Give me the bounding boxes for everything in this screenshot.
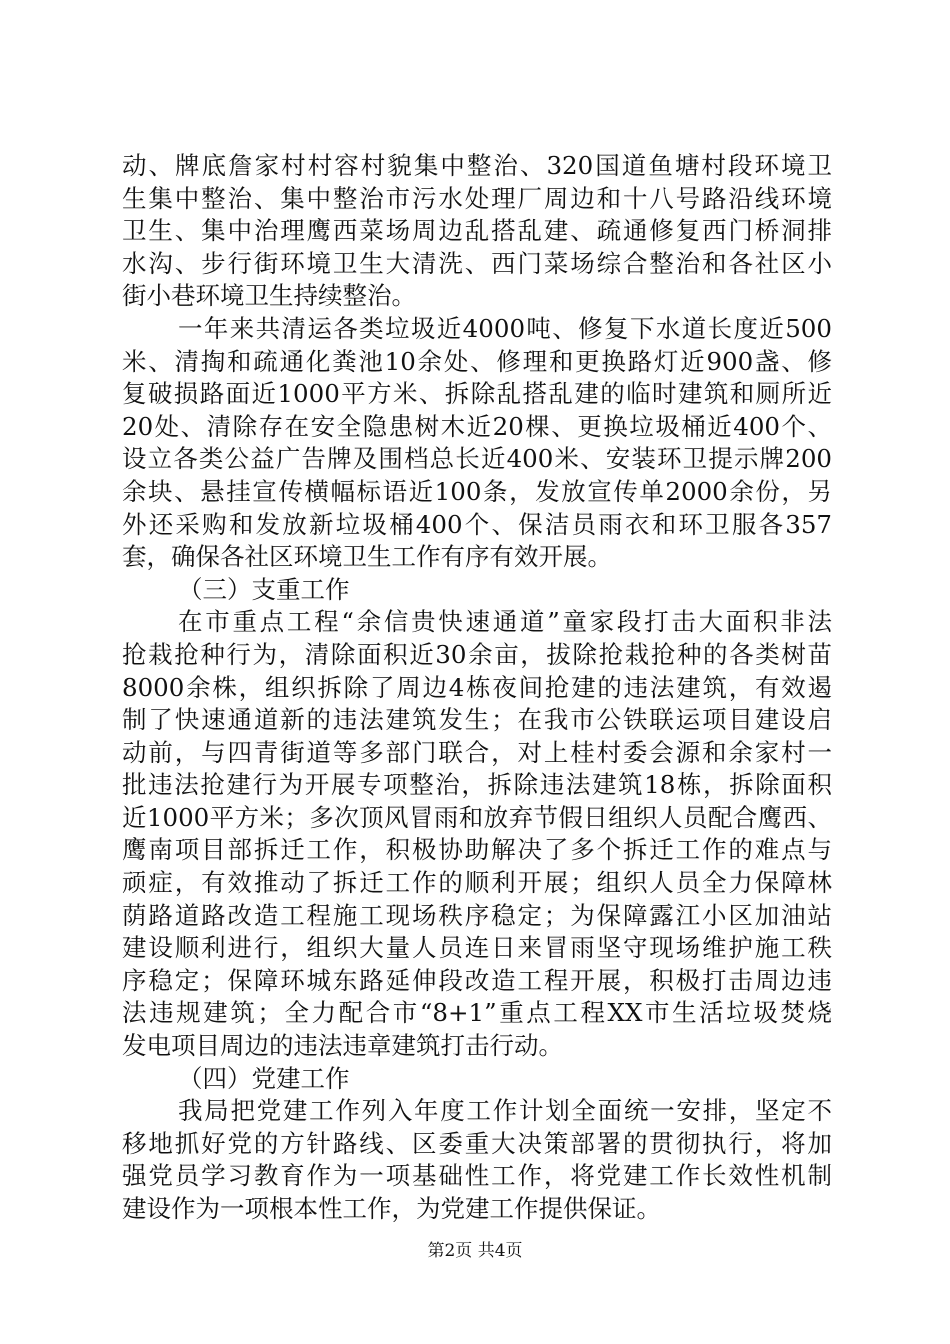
- body-line: 8000余株，组织拆除了周边4栋夜间抢建的违法建筑，有效遏: [122, 672, 832, 702]
- body-line: 序稳定；保障环城东路延伸段改造工程开展，积极打击周边违: [122, 965, 832, 995]
- body-line: 荫路道路改造工程施工现场秩序稳定；为保障露江小区加油站: [122, 900, 832, 930]
- body-line: 生集中整治、集中整治市污水处理厂周边和十八号路沿线环境: [122, 183, 832, 213]
- body-line: 复破损路面近1000平方米、拆除乱搭乱建的临时建筑和厕所近: [122, 379, 832, 409]
- body-line: 水沟、步行街环境卫生大清洗、西门菜场综合整治和各社区小: [122, 248, 832, 278]
- body-line: 强党员学习教育作为一项基础性工作，将党建工作长效性机制: [122, 1161, 832, 1191]
- body-line: 批违法抢建行为开展专项整治，拆除违法建筑18栋，拆除面积: [122, 770, 832, 800]
- body-line: 发电项目周边的违法违章建筑打击行动。: [122, 1031, 563, 1061]
- body-line: 动前，与四青街道等多部门联合，对上桂村委会源和余家村一: [122, 737, 832, 767]
- body-line: 建设顺利进行，组织大量人员连日来冒雨坚守现场维护施工秩: [122, 933, 832, 963]
- body-line: 制了快速通道新的违法建筑发生；在我市公铁联运项目建设启: [122, 705, 832, 735]
- body-line: 设立各类公益广告牌及围档总长近400米、安装环卫提示牌200: [122, 444, 832, 474]
- paragraph-start-line: 我局把党建工作列入年度工作计划全面统一安排，坚定不: [178, 1096, 832, 1126]
- body-line: 法违规建筑；全力配合市“8+1”重点工程XX市生活垃圾焚烧: [122, 998, 832, 1028]
- body-line: 20处、清除存在安全隐患树木近20棵、更换垃圾桶近400个、: [122, 411, 832, 441]
- body-line: 移地抓好党的方针路线、区委重大决策部署的贯彻执行，将加: [122, 1128, 832, 1158]
- document-body: [122, 150, 832, 1226]
- body-line: 建设作为一项根本性工作，为党建工作提供保证。: [122, 1194, 661, 1223]
- body-line: 顽症，有效推动了拆迁工作的顺利开展；组织人员全力保障林: [122, 868, 832, 898]
- page-number-footer: 第2页 共4页: [427, 1241, 523, 1261]
- section-heading: （四）党建工作: [178, 1063, 350, 1093]
- paragraph-start-line: 在市重点工程“余信贵快速通道”童家段打击大面积非法: [178, 607, 832, 637]
- section-heading: （三）支重工作: [178, 574, 350, 604]
- body-line: 套，确保各社区环境卫生工作有序有效开展。: [122, 542, 612, 572]
- paragraph-start-line: 一年来共清运各类垃圾近4000吨、修复下水道长度近500: [178, 313, 832, 343]
- body-line: 鹰南项目部拆迁工作，积极协助解决了多个拆迁工作的难点与: [122, 835, 832, 865]
- body-line: 米、清掏和疏通化粪池10余处、修理和更换路灯近900盏、修: [122, 346, 832, 376]
- body-line: 抢栽抢种行为，清除面积近30余亩，拔除抢栽抢种的各类树苗: [122, 639, 832, 669]
- body-line: 余块、悬挂宣传横幅标语近100条，发放宣传单2000余份，另: [122, 476, 832, 506]
- body-line: 卫生、集中治理鹰西菜场周边乱搭乱建、疏通修复西门桥洞排: [122, 216, 832, 246]
- body-line: 外还采购和发放新垃圾桶400个、保洁员雨衣和环卫服各357: [122, 509, 832, 539]
- body-line: 动、牌底詹家村村容村貌集中整治、320国道鱼塘村段环境卫: [122, 151, 832, 180]
- body-line: 近1000平方米；多次顶风冒雨和放弃节假日组织人员配合鹰西、: [122, 802, 832, 832]
- body-line: 街小巷环境卫生持续整治。: [122, 281, 416, 311]
